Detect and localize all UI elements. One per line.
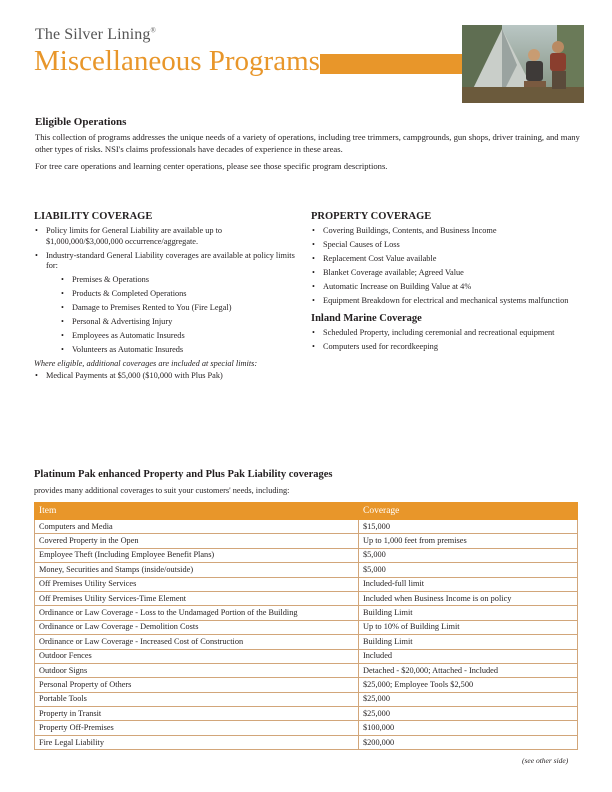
header-photo <box>462 25 584 103</box>
cell-coverage: Building Limit <box>359 606 578 620</box>
brand-name: The Silver Lining® <box>35 26 156 43</box>
liability-sublist <box>46 275 296 356</box>
cell-coverage: Included when Business Income is on policy <box>359 591 578 605</box>
table-row <box>35 692 578 706</box>
cell-coverage: $25,000 <box>359 692 578 706</box>
property-list <box>311 226 571 307</box>
property-section <box>311 211 571 355</box>
list-item: • Volunteers as Automatic Insureds <box>46 345 296 356</box>
eligible-description: This collection of programs addresses the unique needs of a variety of operations, including tree trimmers, campgrounds, gun shops, driver training, and many other types of risks. NSI's claims professionals have decades of experience in these areas. <box>35 132 580 154</box>
inland-marine-list <box>311 328 571 353</box>
table-row <box>35 534 578 548</box>
cell-coverage: Up to 1,000 feet from premises <box>359 534 578 548</box>
liability-list <box>34 226 296 355</box>
cell-item: Outdoor Signs <box>35 663 359 677</box>
cell-item: Fire Legal Liability <box>35 735 359 749</box>
inland-marine-heading: Inland Marine Coverage <box>311 312 422 324</box>
cell-item: Covered Property in the Open <box>35 534 359 548</box>
list-item: • Special Causes of Loss <box>311 240 571 251</box>
list-item: • Products & Completed Operations <box>46 289 296 300</box>
cell-coverage: $15,000 <box>359 520 578 534</box>
list-item: • Replacement Cost Value available <box>311 254 571 265</box>
cell-coverage: Building Limit <box>359 635 578 649</box>
cell-coverage: Included-full limit <box>359 577 578 591</box>
cell-item: Property in Transit <box>35 707 359 721</box>
cell-coverage: $200,000 <box>359 735 578 749</box>
cell-coverage: $100,000 <box>359 721 578 735</box>
list-item: • Medical Payments at $5,000 ($10,000 with Plus Pak) <box>34 371 296 382</box>
list-item: • Computers used for recordkeeping <box>311 342 571 353</box>
list-item: • Premises & Operations <box>46 275 296 286</box>
cell-coverage: Detached - $20,000; Attached - Included <box>359 663 578 677</box>
cell-coverage: $5,000 <box>359 548 578 562</box>
cell-item: Ordinance or Law Coverage - Demolition Costs <box>35 620 359 634</box>
table-row <box>35 635 578 649</box>
table-row <box>35 649 578 663</box>
liability-note: Where eligible, additional coverages are included at special limits: <box>34 358 258 368</box>
table-row <box>35 735 578 749</box>
cell-item: Off Premises Utility Services-Time Element <box>35 591 359 605</box>
cell-item: Ordinance or Law Coverage - Loss to the Undamaged Portion of the Building <box>35 606 359 620</box>
coverage-table <box>34 502 578 750</box>
list-item: • Policy limits for General Liability are available up to $1,000,000/$3,000,000 occurrence/aggregate. <box>34 226 296 247</box>
table-row <box>35 591 578 605</box>
platinum-subheading: provides many additional coverages to suit your customers' needs, including: <box>34 486 290 495</box>
platinum-heading: Platinum Pak enhanced Property and Plus Pak Liability coverages <box>34 469 333 480</box>
eligible-note: For tree care operations and learning center operations, please see those specific program descriptions. <box>35 161 388 171</box>
table-row <box>35 721 578 735</box>
table-row <box>35 678 578 692</box>
cell-item: Property Off-Premises <box>35 721 359 735</box>
cell-coverage: Included <box>359 649 578 663</box>
table-row <box>35 606 578 620</box>
table-row <box>35 663 578 677</box>
cell-item: Money, Securities and Stamps (inside/outside) <box>35 563 359 577</box>
cell-item: Personal Property of Others <box>35 678 359 692</box>
list-item: • Covering Buildings, Contents, and Business Income <box>311 226 571 237</box>
list-item: • Scheduled Property, including ceremonial and recreational equipment <box>311 328 571 339</box>
cell-item: Ordinance or Law Coverage - Increased Cost of Construction <box>35 635 359 649</box>
table-row <box>35 520 578 534</box>
list-item: • Industry-standard General Liability coverages are available at policy limits for: • Premises & Operations • Products & Completed Operations • Damage to Premises Rented to You (Fire Legal) • Personal & Advertising Injury • Employees as Automatic Insureds • Volunteers as Automatic Insureds <box>34 251 296 356</box>
cell-item: Employee Theft (Including Employee Benefit Plans) <box>35 548 359 562</box>
cell-item: Outdoor Fences <box>35 649 359 663</box>
cell-coverage: $25,000; Employee Tools $2,500 <box>359 678 578 692</box>
column-header-item: Item <box>35 503 359 520</box>
cell-coverage: $25,000 <box>359 707 578 721</box>
page-title: Miscellaneous Programs <box>34 45 320 77</box>
list-item: • Blanket Coverage available; Agreed Value <box>311 268 571 279</box>
list-item: • Personal & Advertising Injury <box>46 317 296 328</box>
list-item: • Employees as Automatic Insureds <box>46 331 296 342</box>
property-heading: PROPERTY COVERAGE <box>311 211 432 222</box>
see-other-side-note: (see other side) <box>522 756 569 765</box>
liability-heading: LIABILITY COVERAGE <box>34 211 153 222</box>
table-row <box>35 563 578 577</box>
table-row <box>35 577 578 591</box>
table-row <box>35 548 578 562</box>
liability-section <box>34 211 296 385</box>
list-item: • Damage to Premises Rented to You (Fire Legal) <box>46 303 296 314</box>
cell-item: Off Premises Utility Services <box>35 577 359 591</box>
eligible-heading: Eligible Operations <box>35 116 127 128</box>
list-item: • Equipment Breakdown for electrical and mechanical systems malfunction <box>311 296 571 307</box>
cell-item: Computers and Media <box>35 520 359 534</box>
cell-coverage: $5,000 <box>359 563 578 577</box>
cell-coverage: Up to 10% of Building Limit <box>359 620 578 634</box>
table-row <box>35 620 578 634</box>
cell-item: Portable Tools <box>35 692 359 706</box>
table-row <box>35 707 578 721</box>
table-header-row <box>35 503 578 520</box>
list-item: • Automatic Increase on Building Value at 4% <box>311 282 571 293</box>
liability-extra-list <box>34 371 296 382</box>
column-header-coverage: Coverage <box>359 503 578 520</box>
